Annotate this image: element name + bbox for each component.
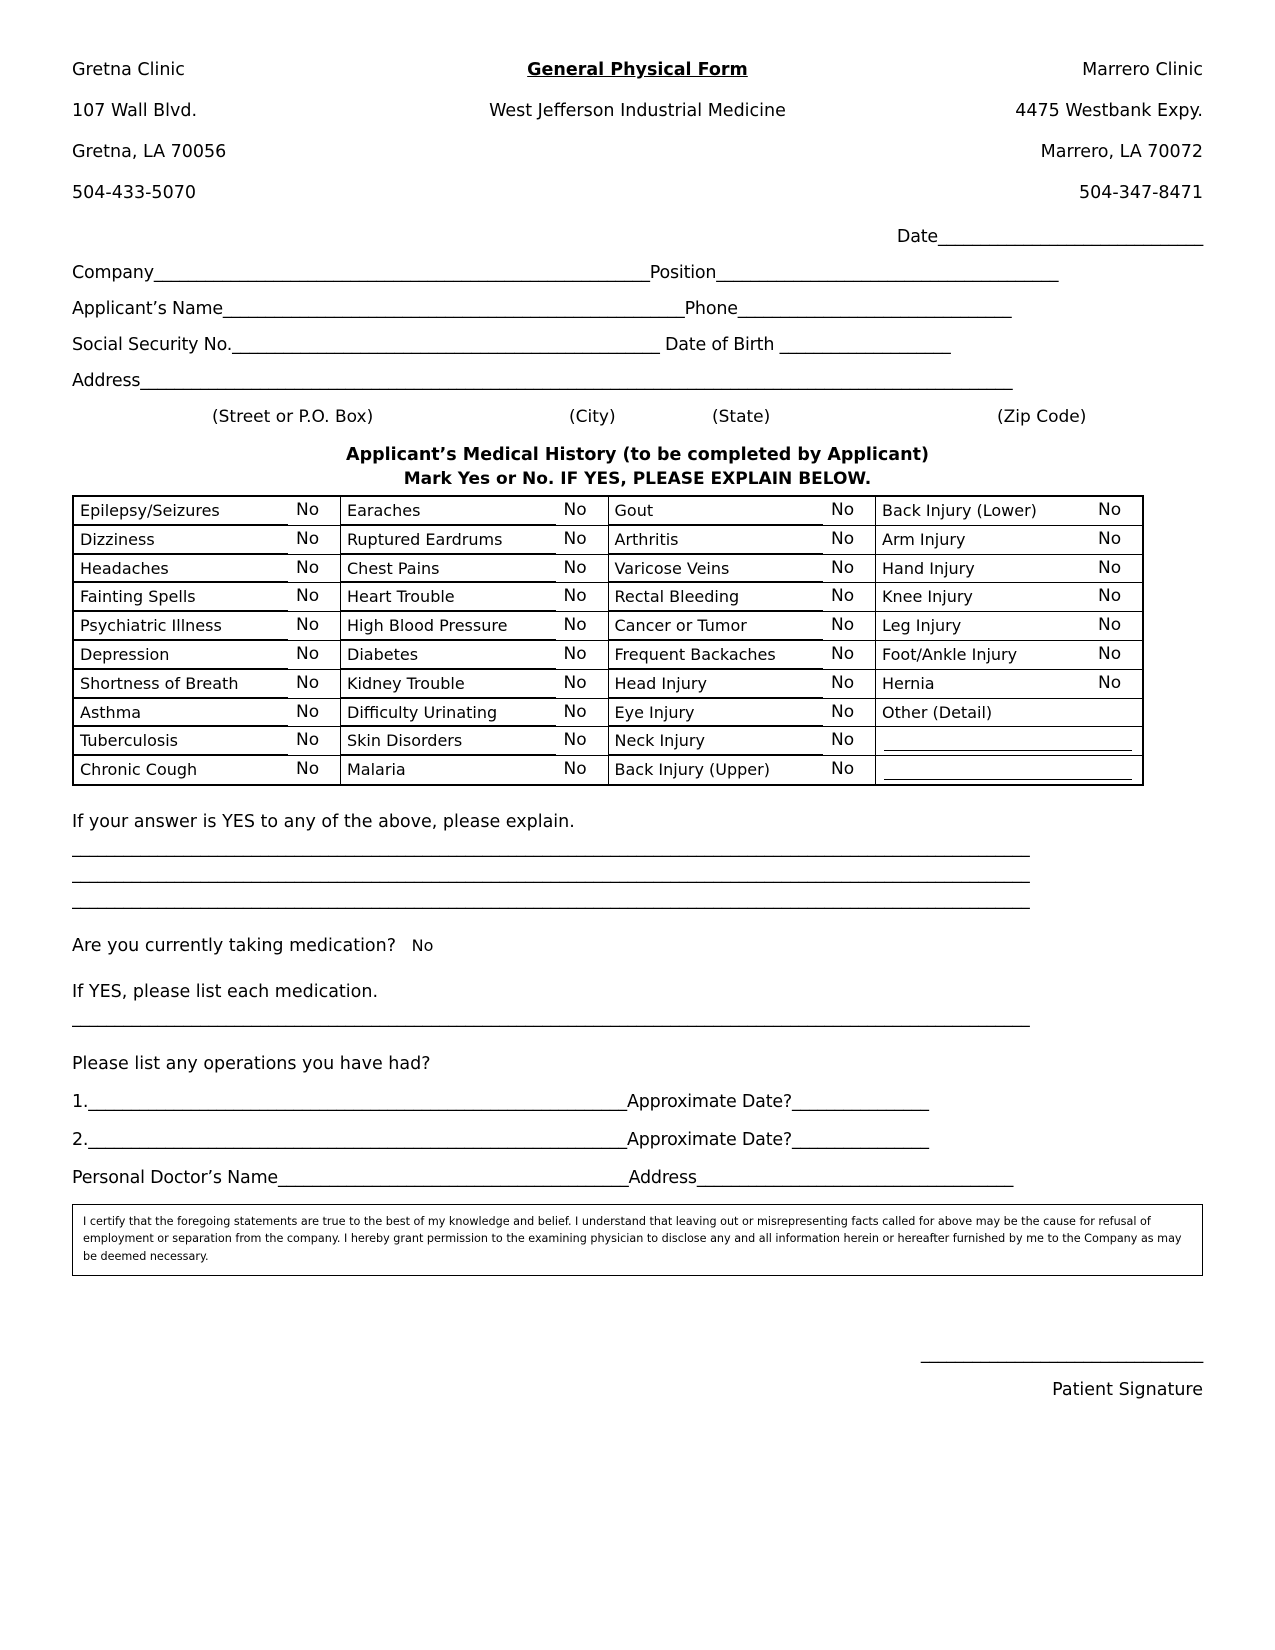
header-row-1 (72, 60, 1203, 80)
table-row (73, 554, 1143, 583)
date-field[interactable]: Date_______________________________ (896, 227, 1203, 247)
condition-answer[interactable]: No (831, 586, 855, 607)
condition-answer[interactable]: No (296, 586, 320, 607)
condition-label: Heart Trouble (341, 583, 556, 611)
condition-answer[interactable]: No (1098, 528, 1122, 549)
condition-answer[interactable]: No (296, 701, 320, 722)
cell-c0-r4[interactable] (73, 612, 341, 641)
explain-prompt: If your answer is YES to any of the above, please explain. (72, 811, 575, 832)
condition-label: Arm Injury (882, 529, 966, 549)
condition-label: Kidney Trouble (341, 670, 556, 698)
condition-label: Asthma (74, 699, 288, 727)
condition-answer[interactable]: No (831, 759, 855, 780)
condition-answer[interactable]: No (831, 500, 855, 520)
explain-line-1[interactable]: ________________________________________________________________________________________________________________ (72, 837, 1030, 858)
table-row (73, 640, 1143, 669)
condition-label: Cancer or Tumor (609, 612, 824, 640)
cell-c1-r1[interactable] (341, 525, 609, 554)
cell-c2-r0[interactable] (608, 496, 876, 525)
medical-history-title: Applicant’s Medical History (to be completed by Applicant) (346, 445, 929, 465)
condition-label: Earaches (341, 497, 556, 525)
table-row (73, 583, 1143, 612)
cell-c0-r6[interactable] (73, 669, 341, 698)
condition-label: Eye Injury (609, 699, 824, 727)
condition-label: Diabetes (341, 641, 556, 669)
cell-c2-r9[interactable] (608, 756, 876, 785)
medication-list-line[interactable]: ________________________________________________________________________________________________________________ (72, 1007, 1030, 1028)
condition-label: Back Injury (Lower) (882, 501, 1037, 520)
legend-city: (City) (569, 407, 616, 427)
operations-prompt: Please list any operations you have had? (72, 1053, 431, 1074)
condition-answer[interactable]: No (296, 643, 320, 664)
condition-answer[interactable]: No (1098, 615, 1122, 636)
cell-c1-r7[interactable] (341, 698, 609, 727)
signature-label: Patient Signature (1052, 1380, 1203, 1401)
medical-history-subtitle: Mark Yes or No. IF YES, PLEASE EXPLAIN BELOW. (403, 469, 872, 489)
condition-label: Shortness of Breath (74, 670, 288, 698)
header-row-3 (72, 142, 1203, 162)
ssn-dob-field[interactable]: Social Security No.__________________________________________________ Date of Birth ____________________ (72, 335, 951, 355)
condition-label: Varicose Veins (609, 555, 824, 583)
company-position-field[interactable]: Company__________________________________________________________Position________________________________________ (72, 263, 1059, 283)
condition-label: Ruptured Eardrums (341, 526, 556, 554)
condition-label: Skin Disorders (341, 727, 556, 755)
cell-c0-r9[interactable] (73, 756, 341, 785)
cell-c0-r8[interactable] (73, 727, 341, 756)
condition-answer[interactable]: No (563, 643, 587, 664)
condition-answer[interactable]: No (1098, 643, 1122, 664)
condition-label: Depression (74, 641, 288, 669)
table-row (73, 727, 1143, 756)
condition-label: Back Injury (Upper) (614, 760, 770, 780)
condition-answer[interactable]: No (563, 586, 587, 607)
table-row (73, 612, 1143, 641)
address-legend (72, 407, 1203, 431)
gretna-city: Gretna, LA 70056 (72, 142, 227, 162)
condition-label: Chronic Cough (80, 760, 198, 780)
medical-history-table (72, 495, 1144, 786)
cell-c1-r6[interactable] (341, 669, 609, 698)
cell-c0-r5[interactable] (73, 640, 341, 669)
explain-line-3[interactable]: ________________________________________________________________________________________________________________ (72, 889, 1030, 910)
cell-c0-r1[interactable] (73, 525, 341, 554)
cell-c0-r7[interactable] (73, 698, 341, 727)
condition-label: Hand Injury (882, 558, 975, 578)
condition-label: Epilepsy/Seizures (74, 497, 288, 525)
cell-c2-r4[interactable] (608, 612, 876, 641)
table-row (73, 496, 1143, 525)
condition-answer[interactable]: No (296, 528, 320, 549)
cell-c0-r0[interactable] (73, 496, 341, 525)
cell-c1-r0[interactable] (341, 496, 609, 525)
condition-answer[interactable]: No (831, 672, 855, 693)
table-row (73, 756, 1143, 785)
explain-line-2[interactable]: ________________________________________________________________________________________________________________ (72, 863, 1030, 884)
header-row-2 (72, 101, 1203, 121)
medication-question-row (72, 936, 1203, 956)
table-row (73, 525, 1143, 554)
marrero-clinic-name: Marrero Clinic (1082, 60, 1203, 80)
cell-c0-r3[interactable] (73, 583, 341, 612)
condition-answer[interactable]: No (563, 615, 587, 636)
medication-question: Are you currently taking medication? (72, 935, 397, 956)
header-row-4 (72, 183, 1203, 203)
condition-answer[interactable]: No (1098, 672, 1122, 693)
cell-c3-r0[interactable] (876, 496, 1144, 525)
condition-answer[interactable]: No (563, 759, 587, 780)
cell-c0-r2[interactable] (73, 554, 341, 583)
condition-answer[interactable]: No (831, 643, 855, 664)
condition-answer[interactable]: No (296, 759, 320, 780)
page-title: General Physical Form (527, 60, 748, 80)
cell-c3-r3[interactable] (876, 583, 1144, 612)
cell-c1-r8[interactable] (341, 727, 609, 756)
condition-answer[interactable]: No (563, 500, 587, 520)
cell-c1-r5[interactable] (341, 640, 609, 669)
cell-c2-r7[interactable] (608, 698, 876, 727)
medication-answer[interactable]: No (411, 935, 434, 955)
cell-c3-r4[interactable] (876, 612, 1144, 641)
condition-label: Headaches (74, 555, 288, 583)
cell-c3-r7[interactable] (876, 698, 1144, 727)
legend-state: (State) (712, 407, 771, 427)
cell-c2-r2[interactable] (608, 554, 876, 583)
address-field[interactable]: Address______________________________________________________________________________________________________ (72, 371, 1013, 391)
cell-c2-r5[interactable] (608, 640, 876, 669)
condition-answer[interactable]: No (296, 672, 320, 693)
condition-label: Psychiatric Illness (74, 612, 288, 640)
condition-label: Arthritis (609, 526, 824, 554)
signature-line[interactable]: _________________________________ (920, 1344, 1203, 1365)
condition-answer[interactable]: No (831, 528, 855, 549)
condition-answer[interactable]: No (296, 557, 320, 578)
condition-answer[interactable]: No (296, 615, 320, 636)
cell-c2-r3[interactable] (608, 583, 876, 612)
cell-c3-r9[interactable] (876, 756, 1144, 785)
cell-c2-r6[interactable] (608, 669, 876, 698)
table-row (73, 698, 1143, 727)
marrero-city: Marrero, LA 70072 (1040, 142, 1203, 162)
condition-label: Fainting Spells (74, 583, 288, 611)
cell-c1-r3[interactable] (341, 583, 609, 612)
condition-label: Gout (609, 497, 824, 525)
marrero-phone: 504-347-8471 (1078, 183, 1203, 203)
doctor-name-address-field[interactable]: Personal Doctor’s Name_________________________________________Address_____________________________________ (72, 1167, 1014, 1188)
other-detail-blank-line-1[interactable] (884, 728, 1132, 751)
condition-label: Hernia (882, 673, 935, 693)
condition-label: Foot/Ankle Injury (882, 644, 1018, 664)
cell-c3-r8[interactable] (876, 727, 1144, 756)
condition-answer[interactable]: No (831, 730, 855, 751)
operation-line-2[interactable]: 2._______________________________________________________________Approximate Date?________________ (72, 1129, 929, 1150)
gretna-phone: 504-433-5070 (72, 183, 196, 203)
cell-c3-r2[interactable] (876, 554, 1144, 583)
gretna-clinic-name: Gretna Clinic (72, 60, 185, 80)
condition-answer[interactable]: No (563, 672, 587, 693)
marrero-street: 4475 Westbank Expy. (1015, 101, 1203, 121)
gretna-street: 107 Wall Blvd. (72, 101, 198, 121)
legend-zip: (Zip Code) (997, 407, 1087, 427)
condition-answer[interactable]: No (296, 500, 320, 520)
condition-answer[interactable]: No (563, 557, 587, 578)
condition-label: High Blood Pressure (341, 612, 556, 640)
cell-c1-r2[interactable] (341, 554, 609, 583)
cell-c1-r9[interactable] (341, 756, 609, 785)
table-row (73, 669, 1143, 698)
condition-answer[interactable]: No (1098, 557, 1122, 578)
medication-list-prompt: If YES, please list each medication. (72, 981, 379, 1002)
condition-answer[interactable]: No (563, 528, 587, 549)
cell-c2-r1[interactable] (608, 525, 876, 554)
practice-subtitle: West Jefferson Industrial Medicine (489, 101, 786, 121)
condition-answer[interactable]: No (831, 701, 855, 722)
condition-label: Dizziness (74, 526, 288, 554)
condition-answer[interactable]: No (296, 730, 320, 751)
cell-c1-r4[interactable] (341, 612, 609, 641)
signature-block (72, 1344, 1203, 1400)
cell-c3-r6[interactable] (876, 669, 1144, 698)
certification-statement: I certify that the foregoing statements are true to the best of my knowledge and belief. I understand that leaving out or misrepresenting facts called for above may be the cause for refusal of employment or separation from the company. I hereby grant permission to the examining physician to disclose any and all information herein or hereafter furnished by me to the Company as may be deemed necessary. (72, 1204, 1203, 1276)
condition-answer[interactable]: No (563, 730, 587, 751)
condition-label: Chest Pains (341, 555, 556, 583)
condition-answer[interactable]: No (831, 557, 855, 578)
condition-label: Tuberculosis (74, 727, 288, 755)
cell-c3-r1[interactable] (876, 525, 1144, 554)
condition-label: Frequent Backaches (609, 641, 824, 669)
operation-line-1[interactable]: 1._______________________________________________________________Approximate Date?________________ (72, 1091, 929, 1112)
condition-label: Neck Injury (609, 727, 824, 755)
applicant-name-phone-field[interactable]: Applicant’s Name______________________________________________________Phone________________________________ (72, 299, 1012, 319)
condition-answer[interactable]: No (831, 615, 855, 636)
condition-label: Knee Injury (882, 587, 973, 607)
condition-label: Leg Injury (882, 616, 962, 636)
legend-street: (Street or P.O. Box) (212, 407, 374, 427)
other-detail-blank-line-2[interactable] (884, 757, 1132, 780)
condition-label: Difficulty Urinating (341, 699, 556, 727)
condition-answer[interactable]: No (563, 701, 587, 722)
cell-c3-r5[interactable] (876, 640, 1144, 669)
other-detail-label: Other (Detail) (882, 702, 993, 722)
condition-label: Head Injury (609, 670, 824, 698)
cell-c2-r8[interactable] (608, 727, 876, 756)
condition-label: Malaria (347, 760, 406, 780)
condition-answer[interactable]: No (1098, 500, 1122, 520)
condition-label: Rectal Bleeding (609, 583, 824, 611)
condition-answer[interactable]: No (1098, 586, 1122, 607)
